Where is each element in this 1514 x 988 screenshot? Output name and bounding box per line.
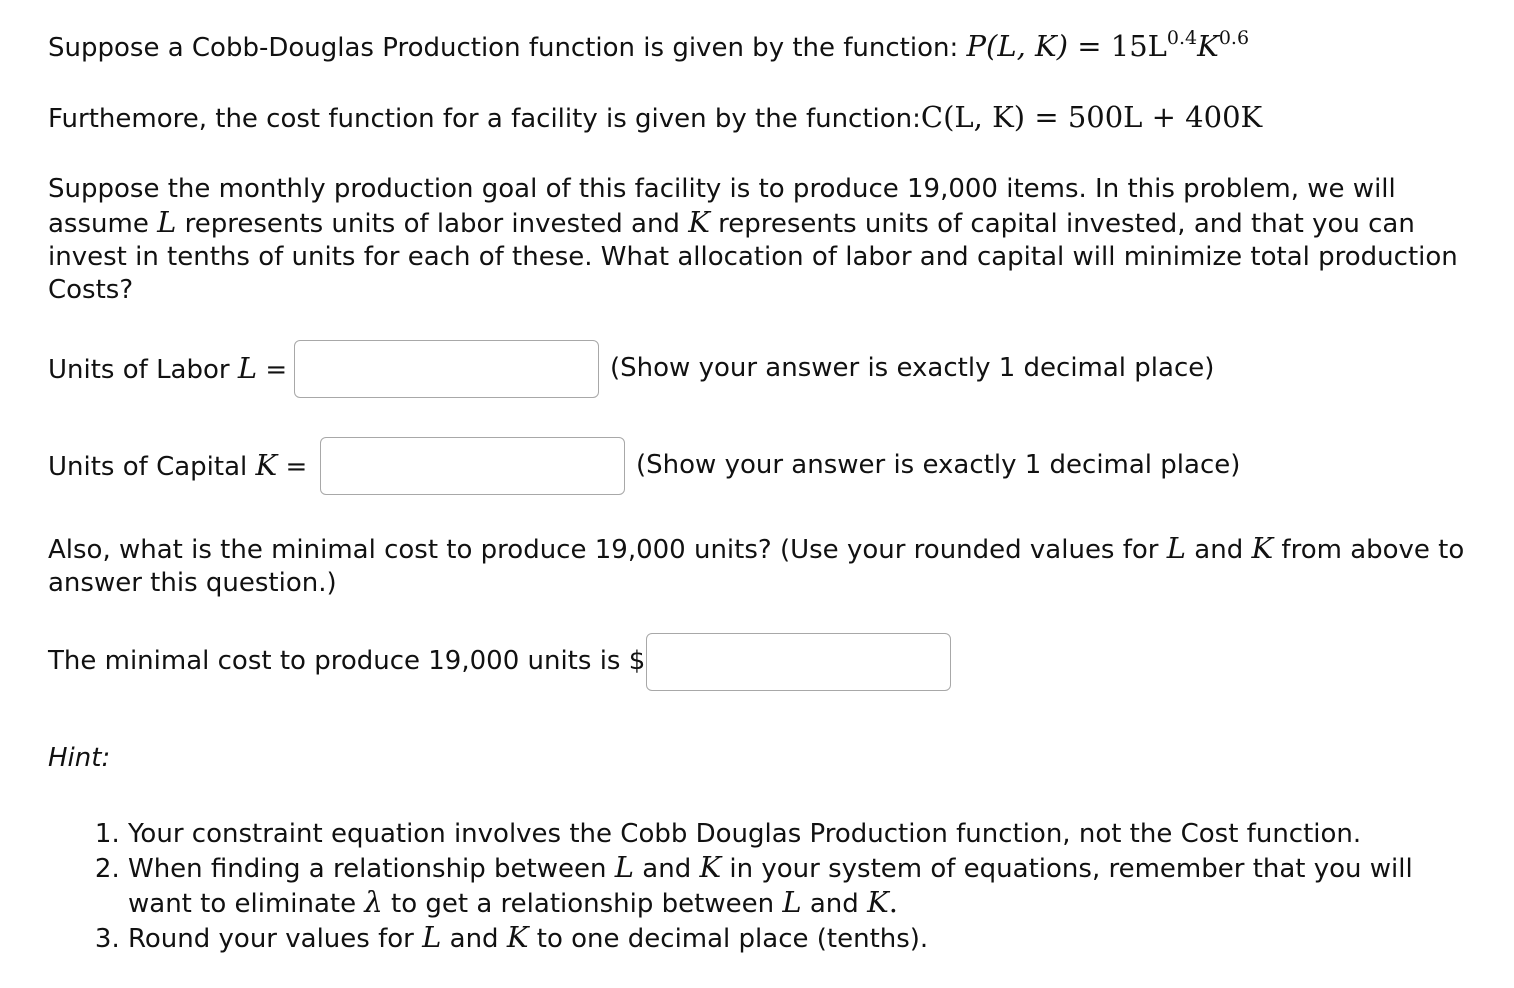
hint-item-2-text-c: in your system of equations, remember that you will want to eliminate (128, 854, 1413, 919)
also-var-l: L (1166, 531, 1187, 565)
also-text-1: Also, what is the minimal cost to produce 19,000 units? (Use your rounded values for (48, 535, 1159, 565)
capital-exponent: 0.6 (1218, 27, 1250, 49)
also-text-2: from above to answer this question.) (48, 535, 1465, 598)
hint-item-2-var-l2: L (782, 885, 802, 919)
hint-item-2-text-d: to get a relationship between (391, 889, 775, 919)
labor-label (48, 352, 287, 387)
hint-item-1-text: Your constraint equation involves the Cobb Douglas Production function, not the Cost function. (128, 819, 1362, 849)
hint-list (48, 818, 1468, 956)
problem-text-1: Suppose the monthly production goal of this facility is to produce 19,000 items. In this problem, we will assume (48, 174, 1396, 239)
labor-label-text: Units of Labor (48, 355, 230, 385)
hint-item-2 (128, 851, 1468, 921)
mincost-answer-input[interactable] (646, 633, 951, 691)
cost-formula: C(L, K) = 500L + 400K (920, 100, 1263, 134)
hint-item-2-text-a: When finding a relationship between (128, 854, 607, 884)
hint-title: Hint: (48, 743, 111, 773)
also-var-k: K (1251, 531, 1274, 565)
cost-text: Furthemore, the cost function for a facility is given by the function: (48, 104, 921, 134)
hint-item-2-and: and (642, 854, 692, 884)
hint-item-3-text-c: to one decimal place (tenths). (536, 924, 929, 954)
labor-equals: = (265, 355, 288, 385)
also-paragraph (48, 532, 1468, 600)
production-formula-k: K (1197, 29, 1219, 63)
hint-item-3-text-a: Round your values for (128, 924, 414, 954)
production-formula-rhs: = 15L (1077, 29, 1167, 63)
problem-var-l: L (157, 205, 177, 239)
labor-var: L (237, 351, 258, 385)
capital-answer-input[interactable] (320, 437, 625, 495)
labor-answer-input[interactable] (294, 340, 599, 398)
problem-text-3: represents units of capital invested, and that you can invest in tenths of units for each of these. What allocation of labor and capital will minimize total production Costs? (48, 209, 1458, 305)
intro-line (48, 27, 1250, 65)
capital-label (48, 449, 307, 484)
problem-paragraph (48, 173, 1468, 307)
hint-item-2-period: . (888, 885, 898, 919)
problem-text-2: represents units of labor invested and (184, 209, 680, 239)
problem-var-k: K (688, 205, 710, 239)
hint-item-3-and: and (449, 924, 499, 954)
intro-text: Suppose a Cobb-Douglas Production function is given by the function: (48, 33, 959, 63)
also-and: and (1194, 535, 1244, 565)
mincost-label: The minimal cost to produce 19,000 units is $ (48, 646, 646, 676)
hint-item-2-lambda: λ (364, 885, 383, 919)
hint-item-3-var-k: K (506, 920, 529, 954)
production-formula (967, 29, 1250, 63)
capital-label-text: Units of Capital (48, 452, 248, 482)
hint-item-3 (128, 921, 1468, 956)
hint-item-3-var-l: L (422, 920, 442, 954)
labor-exponent: 0.4 (1166, 27, 1198, 49)
hint-item-2-and2: and (809, 889, 859, 919)
production-formula-lhs: P(L, K) (966, 29, 1069, 63)
hint-item-1 (128, 818, 1468, 851)
hint-item-2-var-k: K (699, 850, 722, 884)
capital-equals: = (285, 452, 308, 482)
cost-line (48, 101, 1262, 136)
capital-note: (Show your answer is exactly 1 decimal place) (636, 450, 1241, 480)
hint-item-2-var-k2: K (867, 885, 889, 919)
capital-var: K (255, 448, 278, 482)
hint-item-2-var-l: L (614, 850, 635, 884)
labor-note: (Show your answer is exactly 1 decimal place) (610, 353, 1215, 383)
